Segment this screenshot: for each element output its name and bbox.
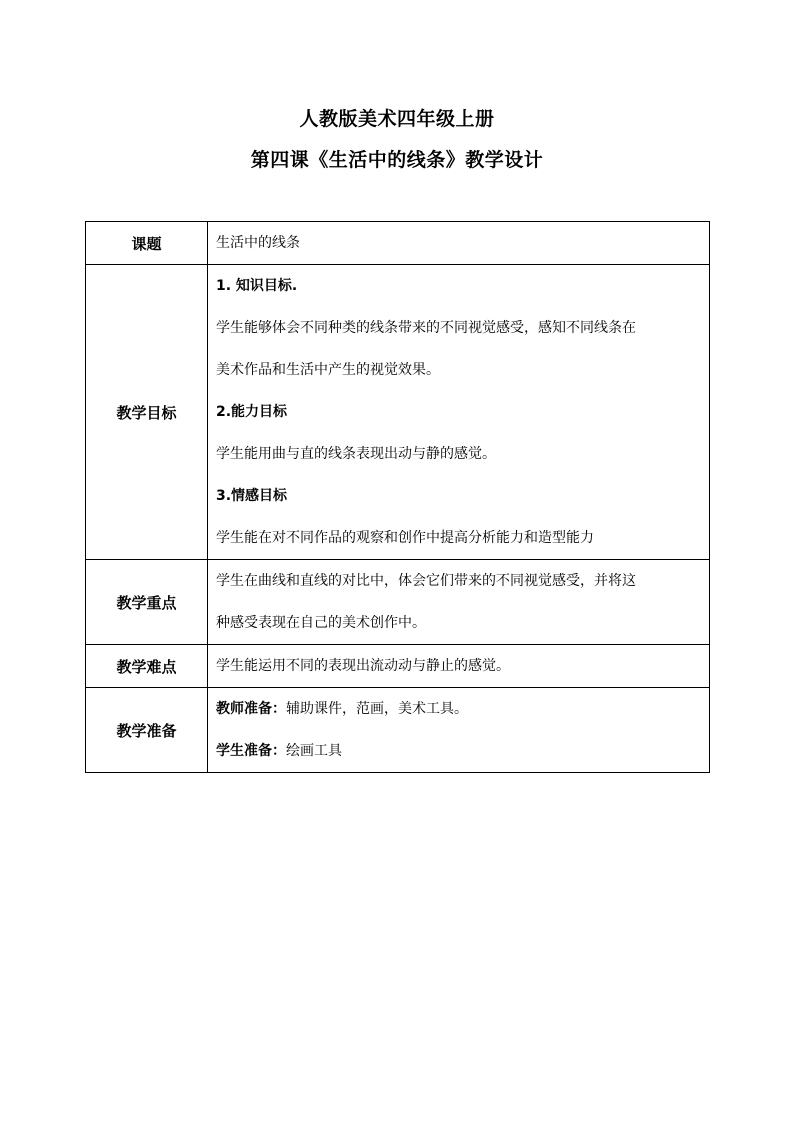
- table-row-difficulties: [86, 645, 710, 688]
- table-row-preparation: [86, 688, 710, 773]
- table-row-topic: [86, 222, 710, 265]
- student-preparation-label: 学生准备：: [216, 743, 286, 759]
- table-row-objectives: [86, 265, 710, 560]
- difficulties-label: 教学难点: [86, 645, 208, 688]
- emotion-objective-text: 学生能在对不同作品的观察和创作中提高分析能力和造型能力: [216, 530, 594, 546]
- difficulties-text: 学生能运用不同的表现出流动动与静止的感觉。: [216, 658, 510, 674]
- topic-label: 课题: [86, 222, 208, 265]
- teacher-preparation-text: 辅助课件，范画，美术工具。: [286, 701, 468, 717]
- lesson-plan-table: [85, 221, 710, 773]
- student-preparation-text: 绘画工具: [286, 743, 342, 759]
- document-title: 人教版美术四年级上册: [299, 108, 495, 130]
- key-points-label: 教学重点: [86, 560, 208, 645]
- emotion-objective-heading: 3.情感目标: [216, 488, 288, 504]
- knowledge-objective-heading: 1. 知识目标.: [216, 278, 298, 294]
- topic-value-cell: [208, 222, 710, 265]
- table-row-key-points: [86, 560, 710, 645]
- key-points-line-2: 种感受表现在自己的美术创作中。: [216, 615, 426, 631]
- difficulties-cell: [208, 645, 710, 688]
- objectives-label: 教学目标: [86, 265, 208, 560]
- objectives-cell: [208, 265, 710, 560]
- teacher-preparation-label: 教师准备：: [216, 701, 286, 717]
- knowledge-objective-line-2: 美术作品和生活中产生的视觉效果。: [216, 362, 440, 378]
- knowledge-objective-line-1: 学生能够体会不同种类的线条带来的不同视觉感受，感知不同线条在: [216, 320, 636, 336]
- ability-objective-text: 学生能用曲与直的线条表现出动与静的感觉。: [216, 446, 496, 462]
- key-points-cell: [208, 560, 710, 645]
- student-preparation: [216, 730, 705, 772]
- key-points-line-1: 学生在曲线和直线的对比中，体会它们带来的不同视觉感受，并将这: [216, 573, 636, 589]
- ability-objective-heading: 2.能力目标: [216, 404, 288, 420]
- teacher-preparation: [216, 688, 705, 730]
- preparation-label: 教学准备: [86, 688, 208, 773]
- preparation-cell: [208, 688, 710, 773]
- document-subtitle: 第四课《生活中的线条》教学设计: [250, 149, 544, 171]
- topic-value: 生活中的线条: [216, 235, 300, 251]
